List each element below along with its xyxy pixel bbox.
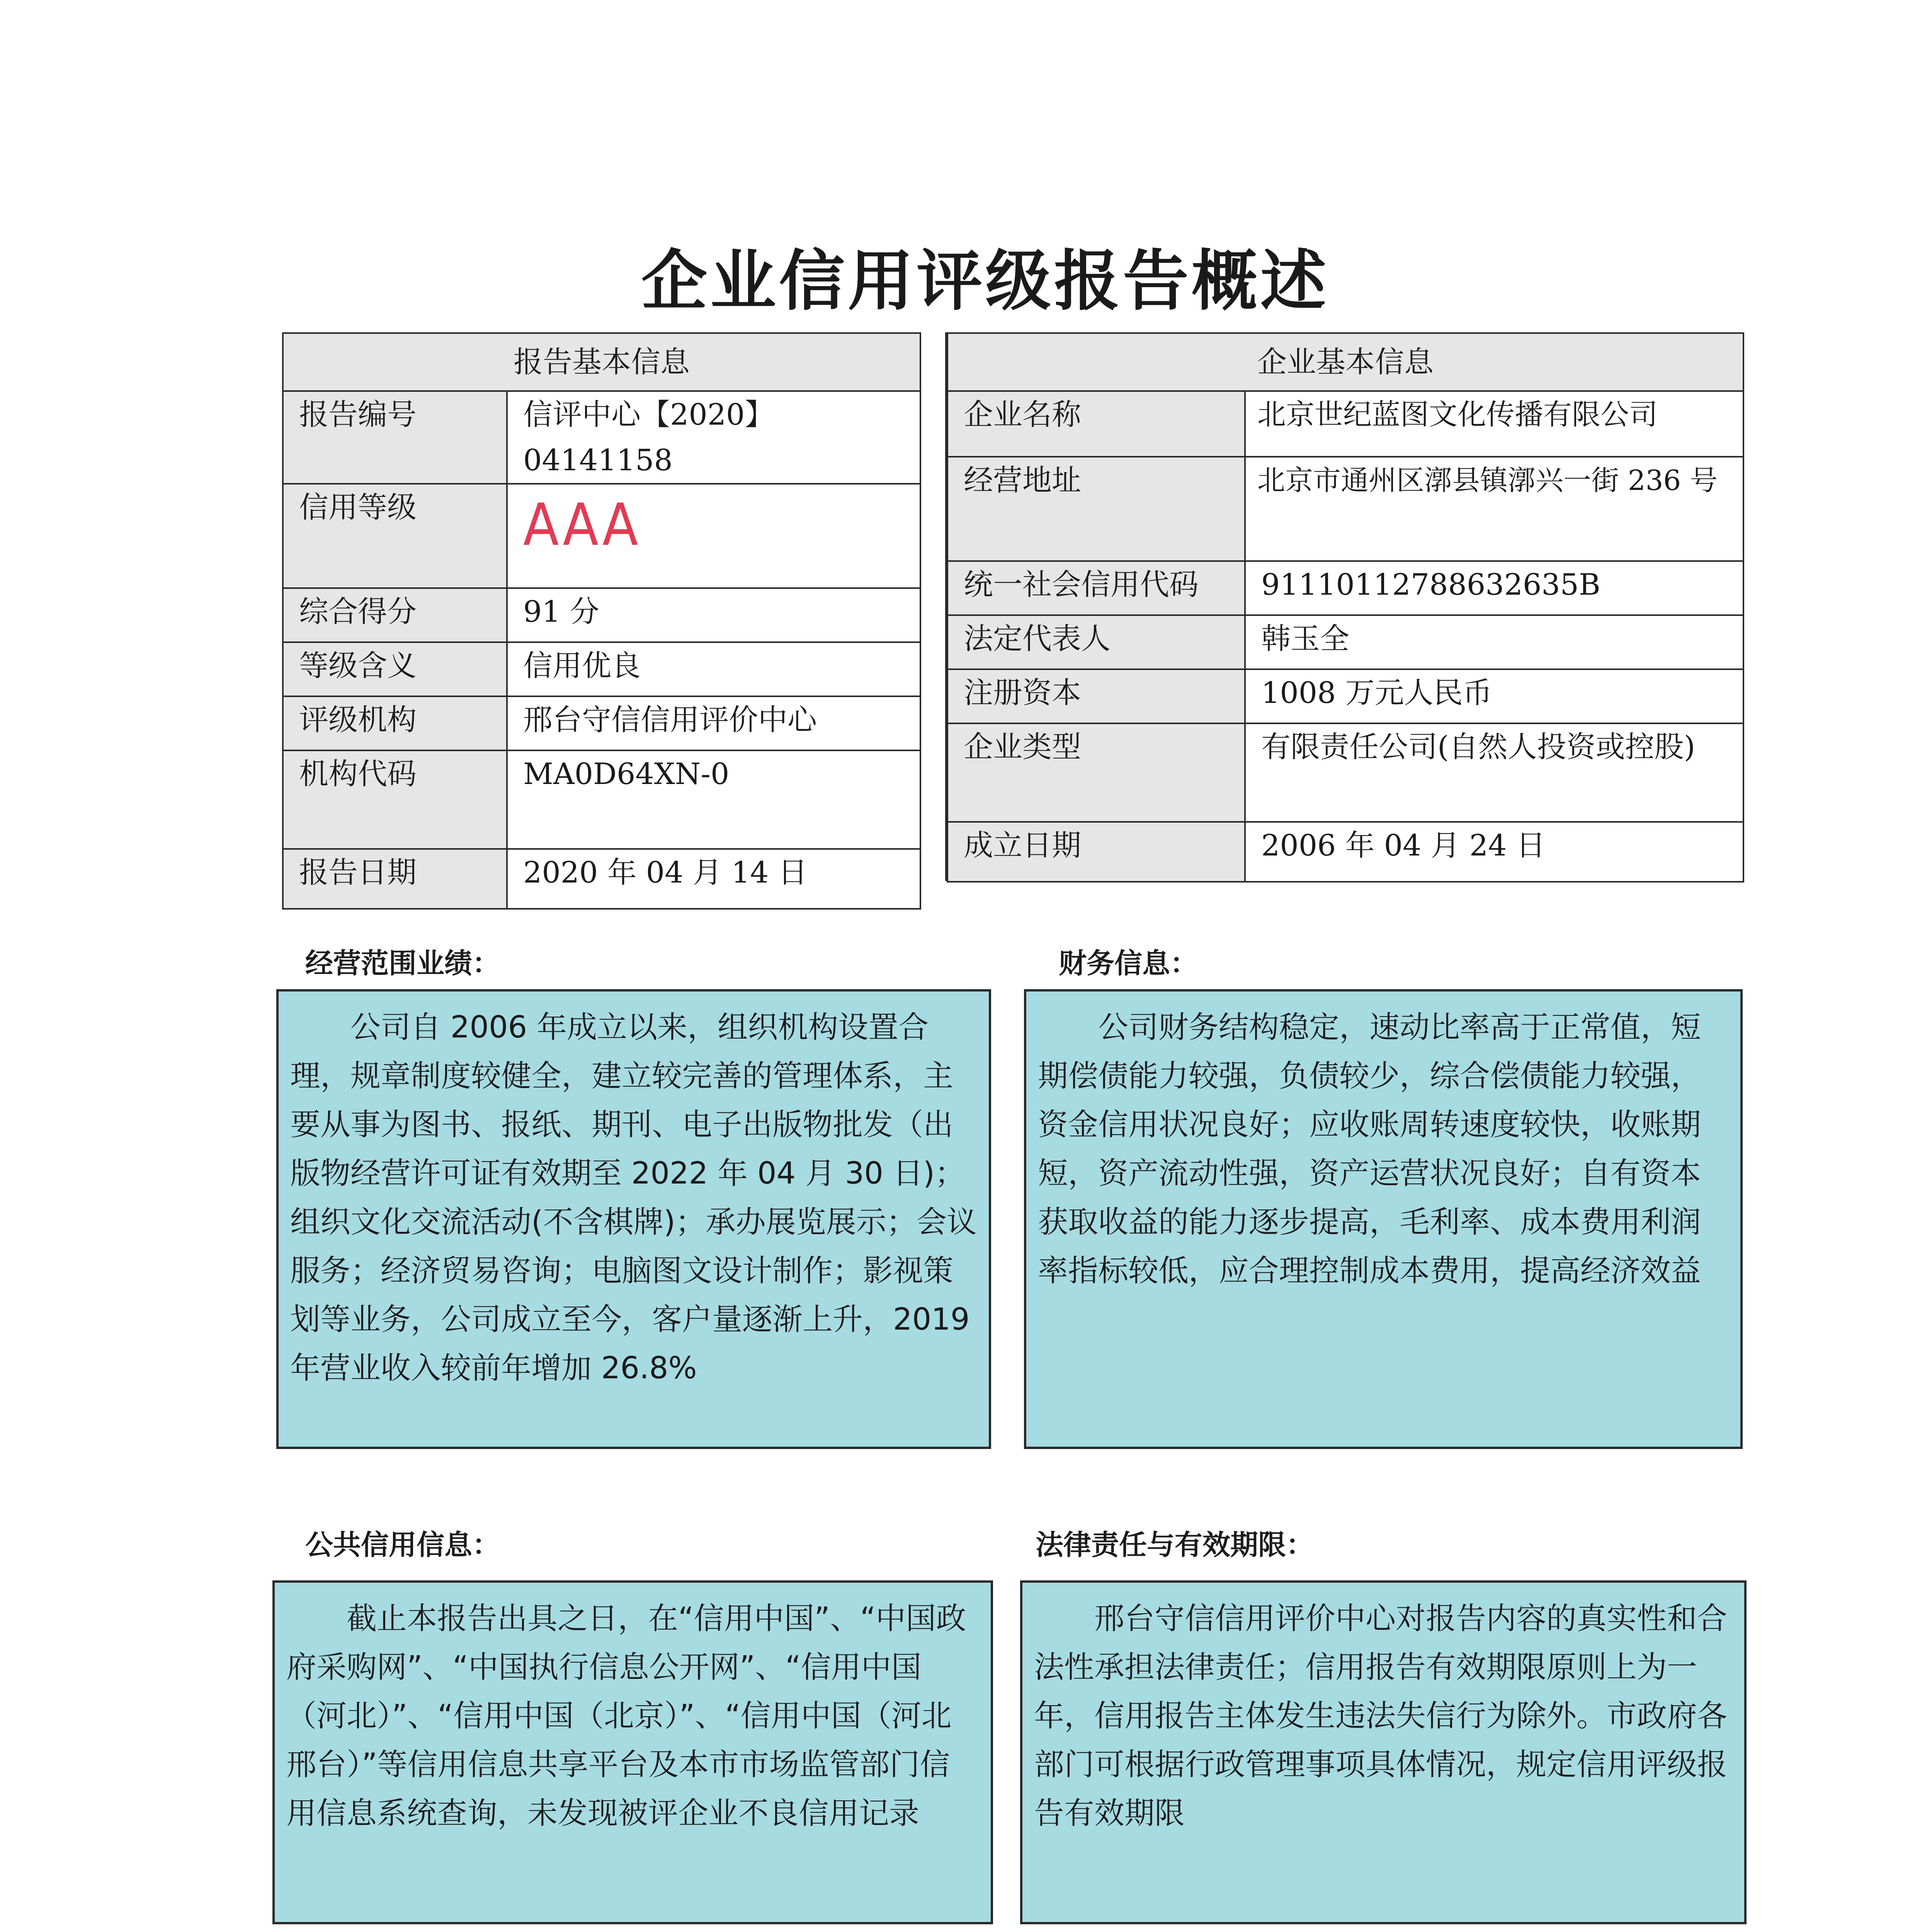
legal-section-label: 法律责任与有效期限： (1036, 1529, 1314, 1561)
registered-capital-value: 1008 万元人民币 (1245, 669, 1743, 723)
company-info-header: 企业基本信息 (947, 333, 1743, 391)
finance-section-label: 财务信息： (1059, 947, 1198, 980)
credit-level-label: 信用等级 (283, 484, 507, 588)
legal-rep-value: 韩玉全 (1245, 615, 1743, 669)
company-name-label: 企业名称 (947, 391, 1245, 457)
agency-code-label: 机构代码 (283, 750, 507, 849)
address-label: 经营地址 (947, 457, 1245, 561)
company-type-label: 企业类型 (947, 723, 1245, 822)
level-meaning-label: 等级含义 (283, 642, 507, 696)
score-value: 91 分 (507, 588, 920, 642)
report-date-value: 2020 年 04 月 14 日 (507, 849, 920, 909)
public-credit-section-box: 截止本报告出具之日，在“信用中国”、“中国政府采购网”、“中国执行信息公开网”、“信用中国（河北）”、“信用中国（北京）”、“信用中国（河北邢台）”等信用信息共享平台及本市市场监管部门信用信息系统查询，未发现被评企业不良信用记录 (272, 1580, 993, 1924)
address-value: 北京市通州区漷县镇漷兴一街 236 号 (1245, 457, 1743, 561)
business-section-label: 经营范围业绩： (305, 947, 500, 980)
report-info-header: 报告基本信息 (283, 333, 920, 391)
business-section-box: 公司自 2006 年成立以来，组织机构设置合理，规章制度较健全，建立较完善的管理体系，主要从事为图书、报纸、期刊、电子出版物批发（出版物经营许可证有效期至 2022 年 04 月 30 日)；组织文化交流活动(不含棋牌)；承办展览展示；会议服务；经济贸易咨询；电脑图文设计制作；影视策划等业务，公司成立至今，客户量逐渐上升，2019 年营业收入较前年增加 26.8% (276, 989, 991, 1449)
legal-rep-label: 法定代表人 (947, 615, 1245, 669)
founding-date-label: 成立日期 (947, 822, 1245, 882)
report-date-label: 报告日期 (283, 849, 507, 909)
credit-code-label: 统一社会信用代码 (947, 561, 1245, 615)
company-info-table (947, 332, 1744, 883)
score-label: 综合得分 (283, 588, 507, 642)
report-number-value: 信评中心【2020】04141158 (507, 391, 920, 484)
report-number-label: 报告编号 (283, 391, 507, 484)
table-divider (920, 332, 947, 881)
rating-agency-value: 邢台守信信用评价中心 (507, 696, 920, 750)
agency-code-value: MA0D64XN-0 (507, 750, 920, 849)
registered-capital-label: 注册资本 (947, 669, 1245, 723)
report-info-table (282, 332, 921, 910)
legal-section-box: 邢台守信信用评价中心对报告内容的真实性和合法性承担法律责任；信用报告有效期限原则上为一年，信用报告主体发生违法失信行为除外。市政府各部门可根据行政管理事项具体情况，规定信用评级报告有效期限 (1020, 1580, 1747, 1924)
company-name-value: 北京世纪蓝图文化传播有限公司 (1245, 391, 1743, 457)
page-title: 企业信用评级报告概述 (641, 243, 1329, 320)
credit-code-value: 91110112788632635B (1245, 561, 1743, 615)
credit-level-value: AAA (523, 492, 641, 559)
level-meaning-value: 信用优良 (507, 642, 920, 696)
finance-section-box: 公司财务结构稳定，速动比率高于正常值，短期偿债能力较强，负债较少，综合偿债能力较强，资金信用状况良好；应收账周转速度较快，收账期短，资产流动性强，资产运营状况良好；自有资本获取收益的能力逐步提高，毛利率、成本费用利润率指标较低，应合理控制成本费用，提高经济效益 (1024, 989, 1743, 1449)
rating-agency-label: 评级机构 (283, 696, 507, 750)
company-type-value: 有限责任公司(自然人投资或控股) (1245, 723, 1743, 822)
public-credit-section-label: 公共信用信息： (305, 1529, 500, 1561)
founding-date-value: 2006 年 04 月 24 日 (1245, 822, 1743, 882)
